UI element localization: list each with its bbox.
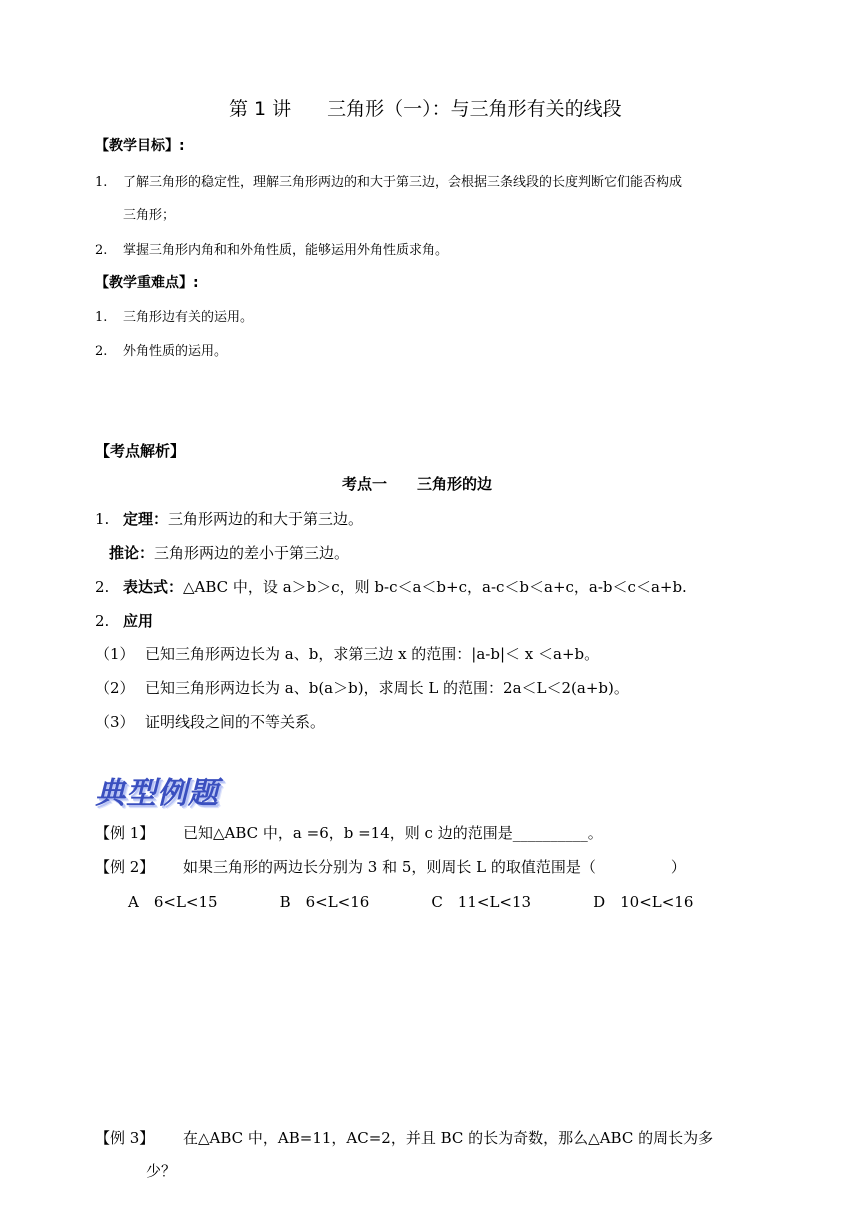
theorem: 1. 定理：三角形两边的和大于第三边。 bbox=[95, 510, 364, 528]
goals-heading: 【教学目标】: bbox=[95, 138, 185, 154]
expression: 2. 表达式：△ABC 中，设 a＞b＞c，则 b-c＜a＜b+c，a-c＜b＜a+c，a-b＜c＜a+b. bbox=[95, 578, 687, 596]
application-item-3: （3） 证明线段之间的不等关系。 bbox=[95, 713, 326, 731]
analysis-heading: 【考点解析】 bbox=[95, 442, 186, 460]
goal-item-2: 2. 掌握三角形内角和和外角性质，能够运用外角性质求角。 bbox=[95, 243, 449, 258]
corollary: 推论：三角形两边的差小于第三边。 bbox=[109, 544, 350, 562]
option-a: A 6<L<15 bbox=[128, 893, 218, 911]
option-c: C 11<L<13 bbox=[431, 893, 532, 911]
option-b: B 6<L<16 bbox=[279, 893, 370, 911]
example-3-continued: 少？ bbox=[146, 1162, 177, 1180]
example-3: 【例 3】 在△ABC 中，AB=11，AC=2，并且 BC 的长为奇数，那么△ABC 的周长为多 bbox=[95, 1129, 714, 1147]
application-heading: 2. 应用 bbox=[95, 612, 154, 630]
lecture-number: 第 1 讲 bbox=[229, 98, 292, 120]
option-d: D 10<L<16 bbox=[593, 893, 694, 911]
keypoint-item-2: 2. 外角性质的运用。 bbox=[95, 344, 228, 359]
example-2: 【例 2】 如果三角形的两边长分别为 3 和 5，则周长 L 的取值范围是（ ） bbox=[95, 858, 686, 876]
goal-item-1-continued: 三角形； bbox=[123, 208, 176, 223]
goal-item-1: 1. 了解三角形的稳定性，理解三角形两边的和大于第三边，会根据三条线段的长度判断它们能否构成 bbox=[95, 175, 683, 190]
keypoints-heading: 【教学重难点】: bbox=[95, 275, 199, 291]
application-item-2: （2） 已知三角形两边长为 a、b(a＞b)，求周长 L 的范围：2a＜L＜2(a+b)。 bbox=[95, 679, 629, 697]
point-title: 考点一 三角形的边 bbox=[342, 475, 493, 493]
lecture-topic: 三角形（一）：与三角形有关的线段 bbox=[327, 98, 622, 120]
page-title bbox=[229, 94, 622, 121]
example-1: 【例 1】 已知△ABC 中，a =6，b =14，则 c 边的范围是__________。 bbox=[95, 824, 603, 842]
example-2-options bbox=[128, 891, 693, 912]
examples-banner: 典型例题 bbox=[95, 776, 219, 811]
application-item-1: （1） 已知三角形两边长为 a、b，求第三边 x 的范围：|a-b|＜ x ＜a+b。 bbox=[95, 645, 600, 663]
keypoint-item-1: 1. 三角形边有关的运用。 bbox=[95, 310, 254, 325]
